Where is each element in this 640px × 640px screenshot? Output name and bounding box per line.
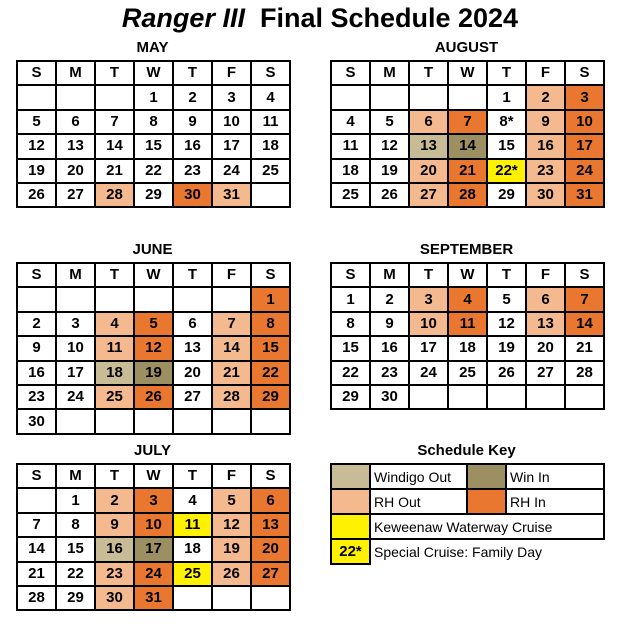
- day-cell: 6: [526, 287, 565, 311]
- day-cell: 19: [370, 159, 409, 183]
- day-cell: 28: [95, 183, 134, 207]
- weekday-header: W: [134, 464, 173, 488]
- day-cell: 22: [134, 159, 173, 183]
- empty-day-cell: [173, 409, 212, 433]
- empty-day-cell: [212, 586, 251, 610]
- day-cell: 15: [487, 134, 526, 158]
- day-cell: 25: [173, 562, 212, 586]
- day-cell: 7: [17, 513, 56, 537]
- weekday-header: W: [134, 61, 173, 85]
- weekday-header: T: [487, 61, 526, 85]
- day-cell: 29: [56, 586, 95, 610]
- day-cell: 25: [331, 183, 370, 207]
- day-cell: 20: [56, 159, 95, 183]
- week-row: [331, 361, 604, 385]
- day-cell: 11: [448, 312, 487, 336]
- weekday-header: F: [212, 61, 251, 85]
- day-cell: 23: [173, 159, 212, 183]
- weekday-header: T: [409, 61, 448, 85]
- week-row: [17, 85, 290, 109]
- day-cell: 1: [331, 287, 370, 311]
- day-cell: 19: [487, 336, 526, 360]
- day-cell: 18: [331, 159, 370, 183]
- day-cell: 30: [95, 586, 134, 610]
- week-row: [17, 110, 290, 134]
- day-cell: 12: [370, 134, 409, 158]
- day-cell: 10: [409, 312, 448, 336]
- week-row: [331, 159, 604, 183]
- day-cell: 21: [95, 159, 134, 183]
- day-cell: 20: [409, 159, 448, 183]
- empty-day-cell: [17, 287, 56, 311]
- empty-day-cell: [448, 385, 487, 409]
- special-cruise-label: Special Cruise: Family Day: [374, 544, 543, 560]
- empty-day-cell: [487, 385, 526, 409]
- empty-day-cell: [17, 85, 56, 109]
- calendar-july: [16, 463, 291, 611]
- calendar-august: [330, 60, 605, 208]
- day-cell: 12: [134, 336, 173, 360]
- day-cell: 28: [17, 586, 56, 610]
- day-cell: 27: [173, 385, 212, 409]
- day-cell: 3: [56, 312, 95, 336]
- calendar-may: [16, 60, 291, 208]
- week-row: [331, 312, 604, 336]
- day-cell: 10: [134, 513, 173, 537]
- day-cell: 16: [370, 336, 409, 360]
- day-cell: 29: [134, 183, 173, 207]
- day-cell: 14: [17, 537, 56, 561]
- day-cell: 8*: [487, 110, 526, 134]
- key-row: [331, 464, 604, 489]
- day-cell: 17: [56, 361, 95, 385]
- day-cell: 9: [173, 110, 212, 134]
- day-cell: 17: [134, 537, 173, 561]
- day-cell: 30: [17, 409, 56, 433]
- week-row: [17, 287, 290, 311]
- day-cell: 21: [212, 361, 251, 385]
- empty-day-cell: [565, 385, 604, 409]
- day-cell: 29: [487, 183, 526, 207]
- weekday-header: F: [526, 263, 565, 287]
- empty-day-cell: [56, 409, 95, 433]
- keweenaw-cruise-label: Keweenaw Waterway Cruise: [370, 514, 604, 539]
- day-cell: 24: [134, 562, 173, 586]
- day-cell: 8: [251, 312, 290, 336]
- week-row: [17, 134, 290, 158]
- weekday-header: S: [251, 464, 290, 488]
- week-row: [17, 336, 290, 360]
- day-cell: 2: [526, 85, 565, 109]
- week-row: [17, 361, 290, 385]
- weekday-header-row: [17, 464, 290, 488]
- empty-day-cell: [173, 287, 212, 311]
- day-cell: 13: [526, 312, 565, 336]
- weekday-header: T: [173, 61, 212, 85]
- day-cell: 9: [370, 312, 409, 336]
- weekday-header: T: [487, 263, 526, 287]
- empty-day-cell: [95, 287, 134, 311]
- day-cell: 16: [173, 134, 212, 158]
- keweenaw-cruise-swatch: [331, 514, 370, 539]
- title-vessel-name: Ranger III: [121, 3, 245, 33]
- day-cell: 25: [95, 385, 134, 409]
- windigo-out-label: Windigo Out: [370, 464, 467, 489]
- week-row: [17, 183, 290, 207]
- day-cell: 1: [56, 488, 95, 512]
- day-cell: 3: [134, 488, 173, 512]
- empty-day-cell: [448, 85, 487, 109]
- weekday-header: S: [331, 263, 370, 287]
- day-cell: 6: [409, 110, 448, 134]
- day-cell: 26: [134, 385, 173, 409]
- day-cell: 20: [526, 336, 565, 360]
- day-cell: 9: [526, 110, 565, 134]
- schedule-key: [330, 463, 605, 565]
- rh-in-label: RH In: [506, 489, 604, 514]
- day-cell: 24: [409, 361, 448, 385]
- win-in-label: Win In: [506, 464, 604, 489]
- week-row: [331, 134, 604, 158]
- weekday-header-row: [17, 263, 290, 287]
- day-cell: 7: [212, 312, 251, 336]
- day-cell: 23: [526, 159, 565, 183]
- day-cell: 6: [251, 488, 290, 512]
- day-cell: 13: [173, 336, 212, 360]
- day-cell: 17: [565, 134, 604, 158]
- empty-day-cell: [134, 287, 173, 311]
- weekday-header: M: [370, 61, 409, 85]
- day-cell: 28: [565, 361, 604, 385]
- day-cell: 17: [409, 336, 448, 360]
- day-cell: 2: [370, 287, 409, 311]
- day-cell: 21: [17, 562, 56, 586]
- day-cell: 14: [565, 312, 604, 336]
- weekday-header: T: [95, 61, 134, 85]
- empty-day-cell: [17, 488, 56, 512]
- day-cell: 20: [173, 361, 212, 385]
- week-row: [17, 513, 290, 537]
- weekday-header: S: [251, 263, 290, 287]
- day-cell: 28: [448, 183, 487, 207]
- day-cell: 26: [17, 183, 56, 207]
- day-cell: 4: [95, 312, 134, 336]
- weekday-header: T: [95, 464, 134, 488]
- day-cell: 8: [331, 312, 370, 336]
- rh-out-swatch: [331, 489, 370, 514]
- rh-in-swatch: [467, 489, 506, 514]
- weekday-header: W: [448, 61, 487, 85]
- day-cell: 7: [565, 287, 604, 311]
- key-row: [331, 539, 604, 564]
- week-row: [331, 385, 604, 409]
- weekday-header: S: [565, 263, 604, 287]
- day-cell: 2: [95, 488, 134, 512]
- weekday-header: T: [409, 263, 448, 287]
- empty-day-cell: [251, 183, 290, 207]
- week-row: [331, 183, 604, 207]
- day-cell: 15: [331, 336, 370, 360]
- day-cell: 22: [56, 562, 95, 586]
- day-cell: 14: [448, 134, 487, 158]
- weekday-header: S: [17, 61, 56, 85]
- day-cell: 24: [56, 385, 95, 409]
- day-cell: 23: [370, 361, 409, 385]
- week-row: [17, 409, 290, 433]
- calendar-september: [330, 262, 605, 410]
- day-cell: 10: [212, 110, 251, 134]
- day-cell: 22*: [487, 159, 526, 183]
- day-cell: 27: [56, 183, 95, 207]
- weekday-header: M: [56, 61, 95, 85]
- weekday-header: T: [173, 263, 212, 287]
- empty-day-cell: [409, 385, 448, 409]
- day-cell: 19: [134, 361, 173, 385]
- day-cell: 7: [95, 110, 134, 134]
- day-cell: 5: [134, 312, 173, 336]
- weekday-header: M: [56, 263, 95, 287]
- month-name-may: MAY: [136, 39, 169, 56]
- day-cell: 3: [409, 287, 448, 311]
- day-cell: 23: [95, 562, 134, 586]
- day-cell: 16: [95, 537, 134, 561]
- win-in-swatch: [467, 464, 506, 489]
- day-cell: 5: [212, 488, 251, 512]
- weekday-header: M: [370, 263, 409, 287]
- month-name-july: JULY: [134, 442, 171, 459]
- calendar-june: [16, 262, 291, 435]
- empty-day-cell: [56, 85, 95, 109]
- day-cell: 3: [212, 85, 251, 109]
- windigo-out-swatch: [331, 464, 370, 489]
- weekday-header: T: [173, 464, 212, 488]
- week-row: [17, 586, 290, 610]
- day-cell: 29: [251, 385, 290, 409]
- day-cell: 24: [212, 159, 251, 183]
- week-row: [331, 110, 604, 134]
- day-cell: 25: [251, 159, 290, 183]
- day-cell: 4: [173, 488, 212, 512]
- weekday-header: W: [448, 263, 487, 287]
- day-cell: 3: [565, 85, 604, 109]
- day-cell: 8: [56, 513, 95, 537]
- weekday-header-row: [17, 61, 290, 85]
- empty-day-cell: [251, 586, 290, 610]
- day-cell: 21: [565, 336, 604, 360]
- day-cell: 15: [134, 134, 173, 158]
- empty-day-cell: [56, 287, 95, 311]
- day-cell: 4: [448, 287, 487, 311]
- week-row: [17, 159, 290, 183]
- day-cell: 1: [487, 85, 526, 109]
- month-name-june: JUNE: [132, 241, 173, 258]
- day-cell: 4: [251, 85, 290, 109]
- day-cell: 31: [134, 586, 173, 610]
- day-cell: 2: [17, 312, 56, 336]
- special-cruise-marker: 22*: [331, 539, 370, 564]
- day-cell: 18: [95, 361, 134, 385]
- day-cell: 26: [370, 183, 409, 207]
- weekday-header: F: [526, 61, 565, 85]
- day-cell: 4: [331, 110, 370, 134]
- day-cell: 23: [17, 385, 56, 409]
- day-cell: 13: [251, 513, 290, 537]
- empty-day-cell: [331, 85, 370, 109]
- empty-day-cell: [95, 409, 134, 433]
- day-cell: 13: [56, 134, 95, 158]
- empty-day-cell: [95, 85, 134, 109]
- schedule-key-title: Schedule Key: [417, 442, 516, 459]
- day-cell: 18: [173, 537, 212, 561]
- weekday-header: S: [251, 61, 290, 85]
- key-row: [331, 514, 604, 539]
- day-cell: 18: [448, 336, 487, 360]
- day-cell: 14: [95, 134, 134, 158]
- day-cell: 6: [173, 312, 212, 336]
- week-row: [17, 312, 290, 336]
- weekday-header: S: [565, 61, 604, 85]
- day-cell: 13: [409, 134, 448, 158]
- day-cell: 22: [251, 361, 290, 385]
- empty-day-cell: [173, 586, 212, 610]
- day-cell: 19: [212, 537, 251, 561]
- day-cell: 12: [212, 513, 251, 537]
- day-cell: 28: [212, 385, 251, 409]
- month-name-september: SEPTEMBER: [419, 241, 514, 258]
- day-cell: 8: [134, 110, 173, 134]
- day-cell: 26: [212, 562, 251, 586]
- day-cell: 6: [56, 110, 95, 134]
- weekday-header-row: [331, 61, 604, 85]
- day-cell: 25: [448, 361, 487, 385]
- key-row: [331, 489, 604, 514]
- day-cell: 21: [448, 159, 487, 183]
- day-cell: 24: [565, 159, 604, 183]
- weekday-header: F: [212, 464, 251, 488]
- day-cell: 17: [212, 134, 251, 158]
- weekday-header: S: [17, 464, 56, 488]
- day-cell: 16: [17, 361, 56, 385]
- week-row: [17, 562, 290, 586]
- day-cell: 18: [251, 134, 290, 158]
- empty-day-cell: [370, 85, 409, 109]
- day-cell: 1: [134, 85, 173, 109]
- week-row: [331, 85, 604, 109]
- day-cell: 9: [95, 513, 134, 537]
- empty-day-cell: [409, 85, 448, 109]
- day-cell: 19: [17, 159, 56, 183]
- week-row: [17, 488, 290, 512]
- empty-day-cell: [212, 287, 251, 311]
- weekday-header-row: [331, 263, 604, 287]
- weekday-header: F: [212, 263, 251, 287]
- day-cell: 30: [526, 183, 565, 207]
- day-cell: 5: [370, 110, 409, 134]
- rh-out-label: RH Out: [370, 489, 467, 514]
- day-cell: 30: [173, 183, 212, 207]
- week-row: [17, 385, 290, 409]
- weekday-header: T: [95, 263, 134, 287]
- day-cell: 27: [251, 562, 290, 586]
- day-cell: 10: [565, 110, 604, 134]
- day-cell: 31: [565, 183, 604, 207]
- weekday-header: S: [17, 263, 56, 287]
- day-cell: 12: [487, 312, 526, 336]
- day-cell: 15: [56, 537, 95, 561]
- day-cell: 27: [526, 361, 565, 385]
- day-cell: 27: [409, 183, 448, 207]
- title-rest: Final Schedule 2024: [259, 3, 519, 33]
- day-cell: 1: [251, 287, 290, 311]
- empty-day-cell: [251, 409, 290, 433]
- day-cell: 30: [370, 385, 409, 409]
- day-cell: 14: [212, 336, 251, 360]
- empty-day-cell: [134, 409, 173, 433]
- weekday-header: W: [134, 263, 173, 287]
- page-title: [0, 0, 640, 36]
- day-cell: 20: [251, 537, 290, 561]
- week-row: [331, 336, 604, 360]
- week-row: [331, 287, 604, 311]
- weekday-header: S: [331, 61, 370, 85]
- empty-day-cell: [526, 385, 565, 409]
- day-cell: 5: [487, 287, 526, 311]
- day-cell: 29: [331, 385, 370, 409]
- day-cell: 12: [17, 134, 56, 158]
- day-cell: 11: [251, 110, 290, 134]
- day-cell: 26: [487, 361, 526, 385]
- week-row: [17, 537, 290, 561]
- weekday-header: M: [56, 464, 95, 488]
- day-cell: 7: [448, 110, 487, 134]
- day-cell: 11: [95, 336, 134, 360]
- month-name-august: AUGUST: [434, 39, 499, 56]
- day-cell: 10: [56, 336, 95, 360]
- day-cell: 22: [331, 361, 370, 385]
- day-cell: 11: [331, 134, 370, 158]
- day-cell: 15: [251, 336, 290, 360]
- empty-day-cell: [212, 409, 251, 433]
- day-cell: 31: [212, 183, 251, 207]
- day-cell: 2: [173, 85, 212, 109]
- day-cell: 5: [17, 110, 56, 134]
- day-cell: 16: [526, 134, 565, 158]
- day-cell: 11: [173, 513, 212, 537]
- day-cell: 9: [17, 336, 56, 360]
